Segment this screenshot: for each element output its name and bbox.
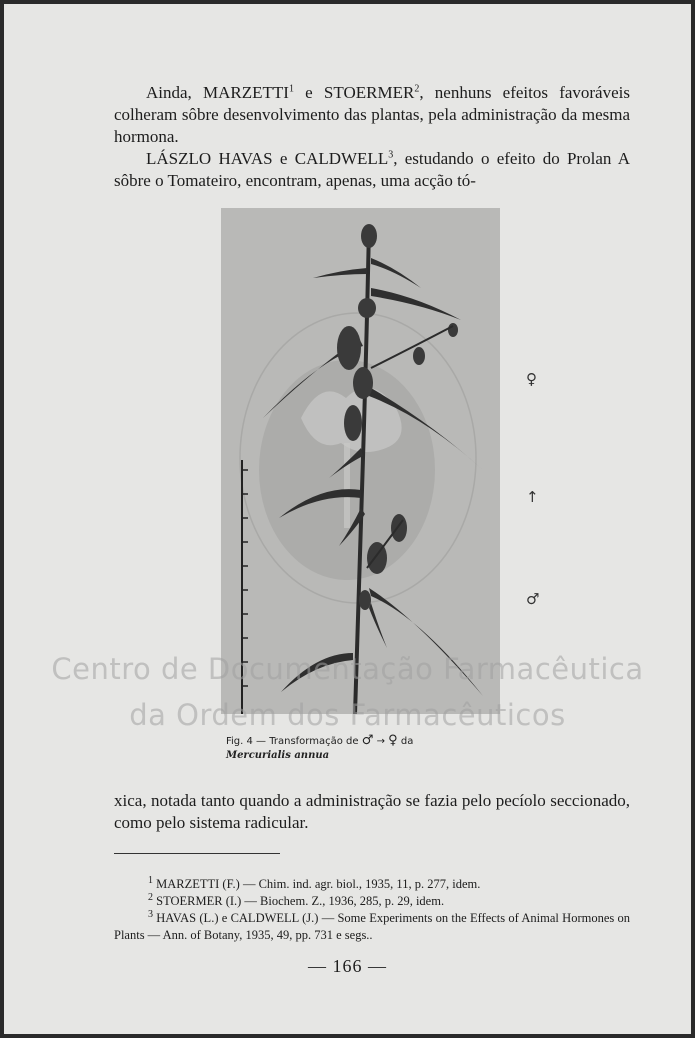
- plant-illustration: [221, 208, 500, 714]
- watermark-line-2: da Ordem dos Farmacêuticos: [129, 698, 566, 732]
- footnote-ref-1: 1: [288, 83, 294, 95]
- footnote-ref-2: 2: [414, 83, 420, 95]
- footnote-1-number: 1: [148, 874, 153, 886]
- footnote-3: [114, 910, 630, 944]
- footnote-ref-3: 3: [388, 149, 394, 161]
- paragraph-1-lead: Ainda, MARZETTI: [146, 83, 289, 102]
- paragraph-1: [114, 82, 630, 148]
- paragraph-3: xica, notada tanto quando a administração se fazia pelo pecíolo seccionado, como pelo sistema radicular.: [114, 791, 630, 832]
- figure-caption: [226, 734, 416, 763]
- footnote-2-text: STOERMER (I.) — Biochem. Z., 1936, 285, p. 29, idem.: [156, 894, 445, 908]
- footnote-1: [114, 876, 630, 893]
- caption-species: Mercurialis annua: [226, 750, 330, 761]
- caption-prefix: Fig. 4 — Transformação de: [226, 736, 359, 747]
- plant-photograph: [221, 208, 500, 714]
- caption-female-symbol: ♀: [388, 733, 398, 748]
- footnote-2: [114, 893, 630, 910]
- footnote-3-number: 3: [148, 908, 153, 920]
- watermark-line-1: Centro de Documentação Farmacêutica: [51, 652, 644, 686]
- caption-mid: da: [400, 736, 414, 747]
- paragraph-1-tail: , nenhuns efeitos favoráveis colheram sôbre desenvolvimento das plantas, pela administração da mesma hormona.: [114, 83, 630, 146]
- caption-arrow: →: [376, 736, 385, 747]
- paragraph-2: [114, 148, 630, 192]
- paragraph-1-middle: e STOERMER: [293, 83, 415, 102]
- footnote-divider: [114, 853, 280, 854]
- male-symbol: ♂: [526, 590, 540, 608]
- arrow-up-symbol: ↑: [526, 488, 539, 506]
- footnote-3-text: HAVAS (L.) e CALDWELL (J.) — Some Experiments on the Effects of Animal Hormones on Plants — Ann. of Botany, 1935, 49, pp. 731 e segs..: [114, 911, 631, 942]
- footnote-1-text: MARZETTI (F.) — Chim. ind. agr. biol., 1935, 11, p. 277, idem.: [156, 877, 481, 891]
- plant-branch: [371, 326, 453, 368]
- paragraph-2-tail: , estudando o efeito do Prolan A sôbre o Tomateiro, encontram, apenas, uma acção tó-: [114, 149, 630, 190]
- paragraph-2-lead: LÁSZLO HAVAS e CALDWELL: [146, 149, 389, 168]
- caption-male-symbol: ♂: [361, 733, 374, 748]
- book-page: [4, 4, 691, 1034]
- footnote-2-number: 2: [148, 891, 153, 903]
- page-number: — 166 —: [308, 956, 387, 976]
- female-symbol: ♀: [526, 370, 537, 388]
